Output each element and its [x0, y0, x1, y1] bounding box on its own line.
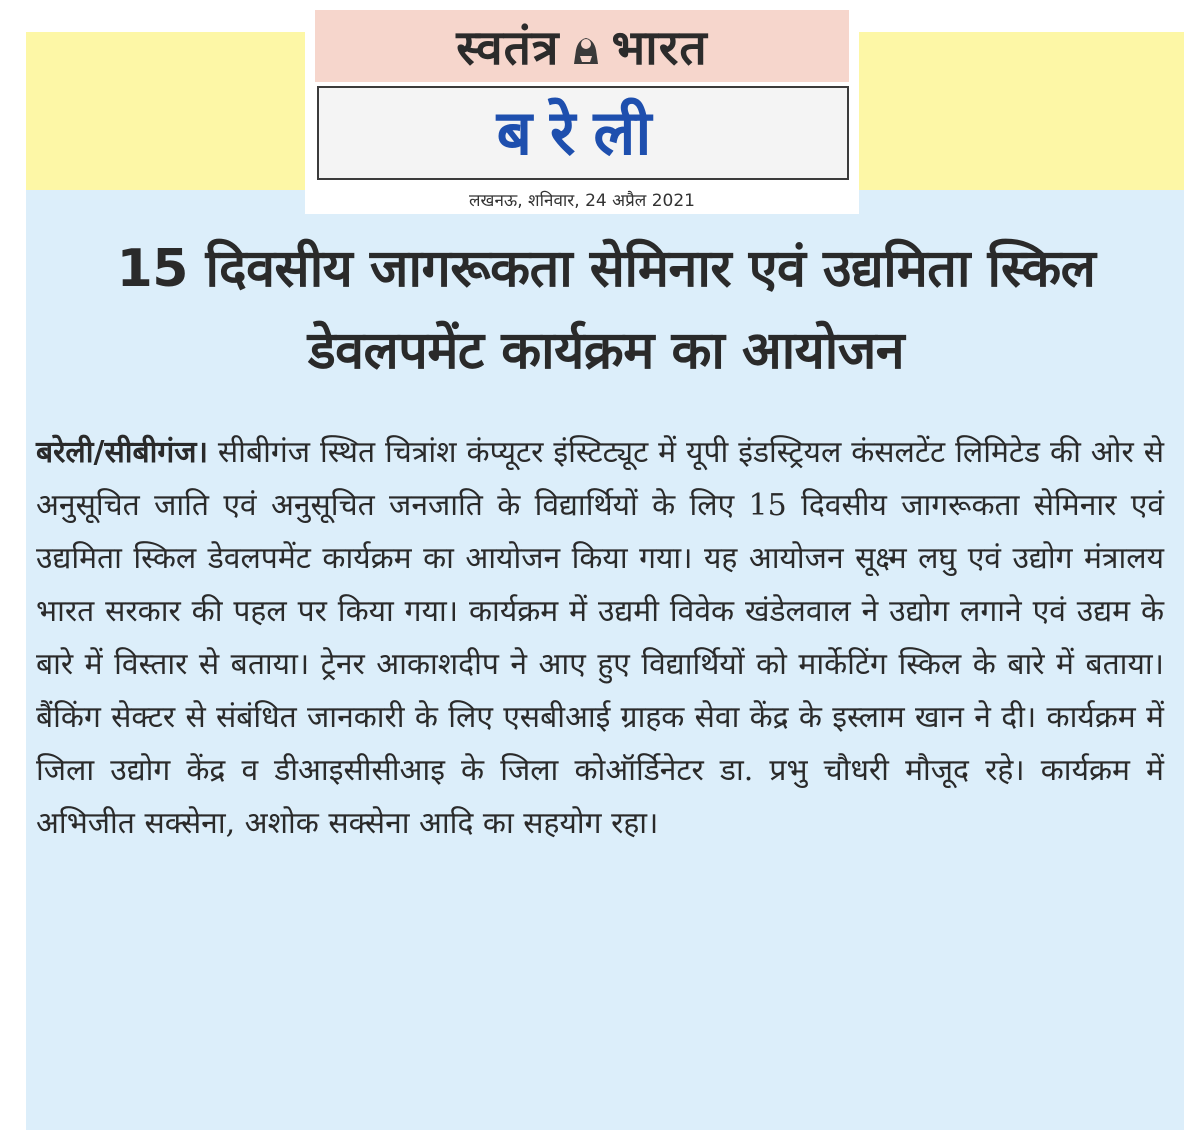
brand-name-right: भारत — [611, 19, 708, 76]
masthead — [305, 4, 859, 214]
article-body — [36, 426, 1164, 850]
lion-emblem-icon — [566, 26, 606, 66]
edition-banner — [317, 86, 849, 180]
article-headline: 15 दिवसीय जागरूकता सेमिनार एवं उद्यमिता स्किल डेवलपमेंट कार्यक्रम का आयोजन — [116, 239, 1096, 381]
edition-name: बरेली — [496, 96, 670, 169]
placeline: बरेली/सीबीगंज। — [36, 435, 208, 470]
brand-name-left: स्वतंत्र — [456, 19, 560, 76]
newspaper-logo — [315, 10, 849, 82]
article-text: सीबीगंज स्थित चित्रांश कंप्यूटर इंस्टिट्यूट में यूपी इंडस्ट्रियल कंसलटेंट लिमिटेड की ओर से अनुसूचित जाति एवं अनुसूचित जनजाति के विद्यार्थियों के लिए 15 दिवसीय जागरूकता सेमिनार एवं उद्यमिता स्किल डेवलपमेंट कार्यक्रम का आयोजन किया गया। यह आयोजन सूक्ष्म लघु एवं उद्योग मंत्रालय भारत सरकार की पहल पर किया गया। कार्यक्रम में उद्यमी विवेक खंडेलवाल ने उद्योग लगाने एवं उद्यम के बारे में विस्तार से बताया। ट्रेनर आकाशदीप ने आए हुए विद्यार्थियों को मार्केटिंग स्किल के बारे में बताया। बैंकिंग सेक्टर से संबंधित जानकारी के लिए एसबीआई ग्राहक सेवा केंद्र के इस्लाम खान ने दी। कार्यक्रम में जिला उद्योग केंद्र व डीआइसीसीआइ के जिला कोऑर्डिनेटर डा. प्रभु चौधरी मौजूद रहे। कार्यक्रम में अभिजीत सक्सेना, अशोक सक्सेना आदि का सहयोग रहा। — [36, 435, 1164, 841]
dateline: लखनऊ, शनिवार, 24 अप्रैल 2021 — [469, 191, 695, 211]
